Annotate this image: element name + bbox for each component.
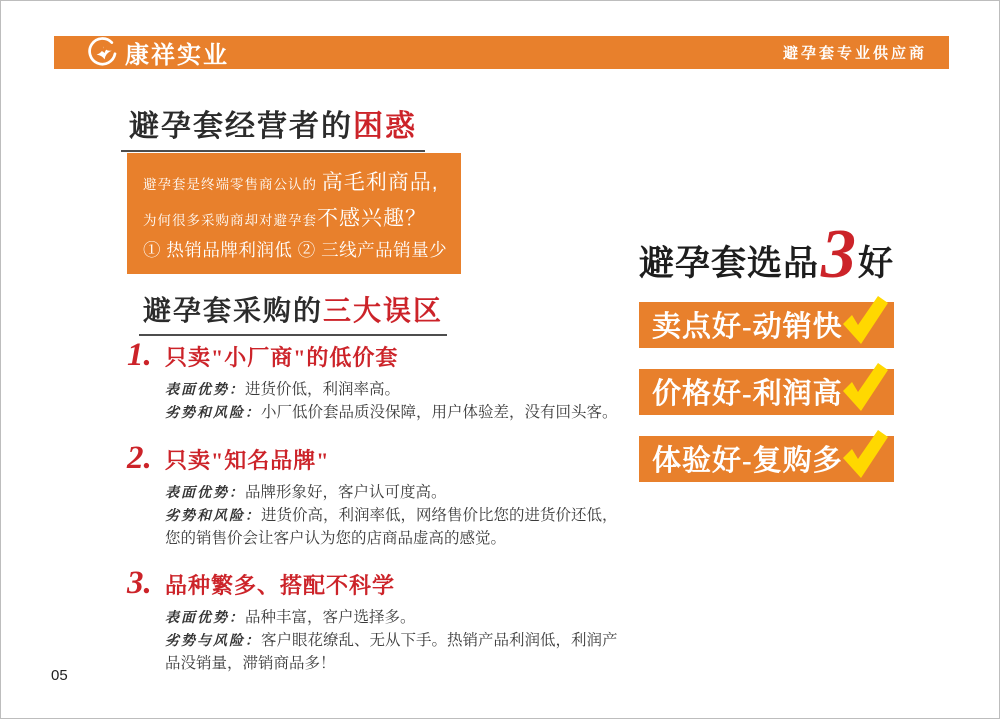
info-line-1-small: 避孕套是终端零售商公认的 (143, 177, 322, 192)
banner-price-label: 价格好-利润高 (652, 378, 843, 410)
info-line-3: ① 热销品牌利润低 ② 三线产品销量少 (143, 240, 448, 260)
misconception-item-3 (127, 565, 632, 675)
banner-selling-point (639, 302, 894, 348)
item-2-advantage-text: 品牌形象好，客户认可度高。 (245, 484, 447, 501)
item-3-advantage-row (165, 607, 632, 630)
item-1-risk-row (165, 402, 632, 425)
item-3-advantage-text: 品种丰富，客户选择多。 (245, 609, 416, 626)
confusion-heading (121, 101, 425, 152)
item-1-number: 1. (127, 337, 152, 373)
item-1-title: 只卖"小厂商"的低价套 (165, 345, 399, 370)
info-line-1-large: 高毛利商品, (321, 171, 439, 194)
item-2-title: 只卖"知名品牌" (165, 448, 330, 473)
check-icon (842, 294, 890, 346)
info-line-1 (143, 166, 445, 196)
page-number: 05 (51, 667, 68, 684)
selection-title-suffix: 好 (858, 243, 895, 283)
selection-title (639, 216, 909, 293)
item-3-risk-text: 客户眼花缭乱、无从下手。热销产品利润低，利润产品没销量，滞销商品多！ (165, 632, 618, 672)
banner-experience (639, 436, 894, 482)
misconception-list (127, 337, 632, 694)
misconception-item-1 (127, 337, 632, 425)
item-2-risk-row (165, 505, 632, 550)
item-1-risk-label: 劣势和风险： (165, 406, 261, 421)
item-2-risk-text: 进货价高，利润率低，网络售价比您的进货价还低，您的销售价会让客户认为您的店商品虚高的感觉。 (165, 507, 618, 547)
banner-experience-label: 体验好-复购多 (652, 445, 843, 477)
confusion-heading-black: 避孕套经营者的 (129, 110, 353, 143)
item-1-risk-text: 小厂低价套品质没保障，用户体验差，没有回头客。 (261, 404, 618, 421)
info-line-2 (143, 202, 445, 232)
item-1-advantage-row (165, 379, 632, 402)
item-3-number: 3. (127, 565, 152, 601)
banner-price (639, 369, 894, 415)
item-3-risk-row (165, 630, 632, 675)
swirl-flame-logo-icon (87, 37, 119, 69)
header-bar (54, 36, 949, 69)
check-icon (842, 361, 890, 413)
confusion-heading-red: 困惑 (353, 110, 417, 143)
item-3-advantage-label: 表面优势： (165, 611, 245, 626)
item-3-title: 品种繁多、搭配不科学 (165, 573, 396, 598)
info-line-2-large: 不感兴趣？ (317, 206, 427, 230)
banner-selling-point-label: 卖点好-动销快 (652, 311, 843, 343)
item-1-advantage-text: 进货价低，利润率高。 (245, 381, 401, 398)
misconceptions-heading (139, 289, 447, 336)
misconceptions-heading-black: 避孕套采购的 (143, 295, 324, 326)
confusion-info-box (127, 153, 461, 274)
selection-panel (639, 216, 909, 503)
item-2-advantage-label: 表面优势： (165, 486, 245, 501)
item-2-number: 2. (127, 440, 152, 476)
header-tagline: 避孕套专业供应商 (782, 45, 927, 62)
item-1-advantage-label: 表面优势： (165, 383, 245, 398)
info-line-2-small: 为何很多采购商却对避孕套 (143, 212, 317, 228)
misconceptions-heading-red: 三大误区 (323, 295, 444, 326)
misconception-item-2 (127, 440, 632, 550)
item-3-risk-label: 劣势与风险： (165, 634, 261, 649)
item-2-advantage-row (165, 482, 632, 505)
check-icon (842, 428, 890, 480)
selection-title-number: 3 (821, 216, 857, 293)
selection-title-prefix: 避孕套选品 (639, 243, 820, 283)
selection-banners (639, 302, 909, 482)
brand-title: 康祥实业 (125, 42, 229, 69)
item-2-risk-label: 劣势和风险： (165, 509, 261, 524)
